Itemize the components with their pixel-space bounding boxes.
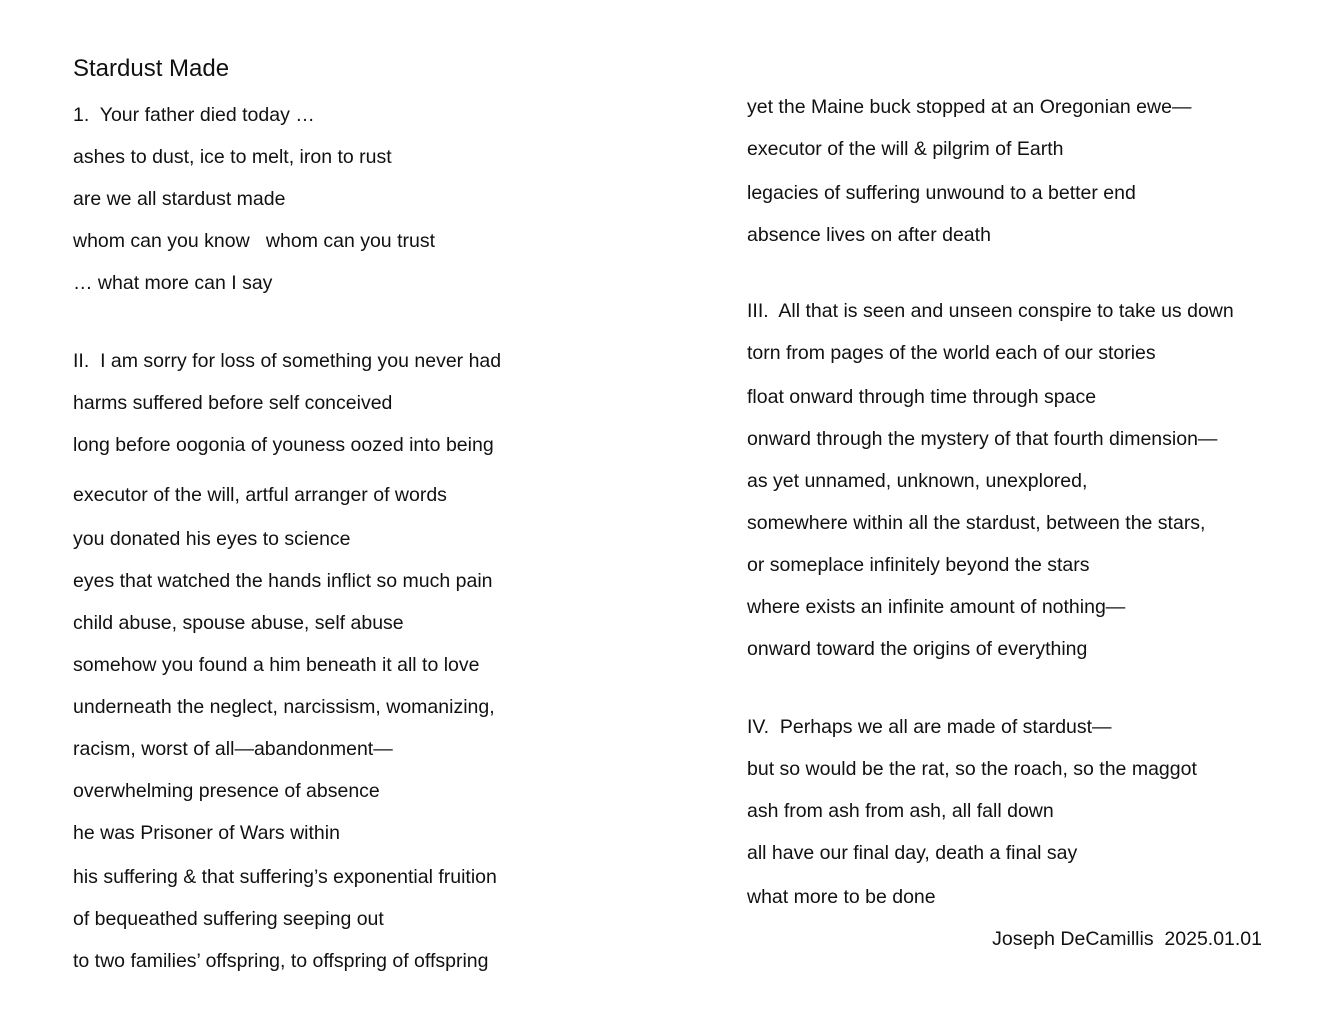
poem-line: or someplace infinitely beyond the stars bbox=[747, 554, 1090, 576]
poem-line: … what more can I say bbox=[73, 272, 273, 294]
poem-line: whom can you know whom can you trust bbox=[73, 230, 435, 252]
poem-line: 1. Your father died today … bbox=[73, 104, 315, 126]
poem-line: are we all stardust made bbox=[73, 188, 286, 210]
poem-line: yet the Maine buck stopped at an Oregonian ewe— bbox=[747, 96, 1192, 118]
poem-line: III. All that is seen and unseen conspire to take us down bbox=[747, 300, 1234, 322]
poem-line: long before oogonia of youness oozed into being bbox=[73, 434, 494, 456]
poem-line: child abuse, spouse abuse, self abuse bbox=[73, 612, 404, 634]
poem-line: where exists an infinite amount of nothing— bbox=[747, 596, 1126, 618]
poem-line: somehow you found a him beneath it all to love bbox=[73, 654, 480, 676]
poem-line: you donated his eyes to science bbox=[73, 528, 351, 550]
author-signature: Joseph DeCamillis 2025.01.01 bbox=[992, 928, 1262, 950]
poem-line: harms suffered before self conceived bbox=[73, 392, 393, 414]
poem-line: ash from ash from ash, all fall down bbox=[747, 800, 1054, 822]
poem-line: executor of the will, artful arranger of words bbox=[73, 484, 447, 506]
poem-line: IV. Perhaps we all are made of stardust— bbox=[747, 716, 1112, 738]
poem-line: somewhere within all the stardust, between the stars, bbox=[747, 512, 1206, 534]
poem-line: absence lives on after death bbox=[747, 224, 991, 246]
poem-line: overwhelming presence of absence bbox=[73, 780, 380, 802]
poem-line: all have our final day, death a final say bbox=[747, 842, 1078, 864]
poem-line: but so would be the rat, so the roach, so the maggot bbox=[747, 758, 1197, 780]
poem-line: what more to be done bbox=[747, 886, 936, 908]
poem-line: float onward through time through space bbox=[747, 386, 1097, 408]
poem-line: torn from pages of the world each of our stories bbox=[747, 342, 1156, 364]
poem-line: his suffering & that suffering’s exponential fruition bbox=[73, 866, 497, 888]
poem-line: onward toward the origins of everything bbox=[747, 638, 1088, 660]
poem-line: he was Prisoner of Wars within bbox=[73, 822, 340, 844]
poem-line: of bequeathed suffering seeping out bbox=[73, 908, 384, 930]
poem-line: onward through the mystery of that fourth dimension— bbox=[747, 428, 1218, 450]
poem-line: underneath the neglect, narcissism, womanizing, bbox=[73, 696, 495, 718]
poem-line: racism, worst of all—abandonment— bbox=[73, 738, 393, 760]
poem-line: executor of the will & pilgrim of Earth bbox=[747, 138, 1064, 160]
poem-line: II. I am sorry for loss of something you never had bbox=[73, 350, 502, 372]
poem-line: ashes to dust, ice to melt, iron to rust bbox=[73, 146, 392, 168]
poem-line: eyes that watched the hands inflict so much pain bbox=[73, 570, 493, 592]
poem-line: to two families’ offspring, to offspring of offspring bbox=[73, 950, 489, 972]
poem-line: as yet unnamed, unknown, unexplored, bbox=[747, 470, 1088, 492]
poem-line: legacies of suffering unwound to a better end bbox=[747, 182, 1136, 204]
poem-title: Stardust Made bbox=[73, 55, 230, 82]
